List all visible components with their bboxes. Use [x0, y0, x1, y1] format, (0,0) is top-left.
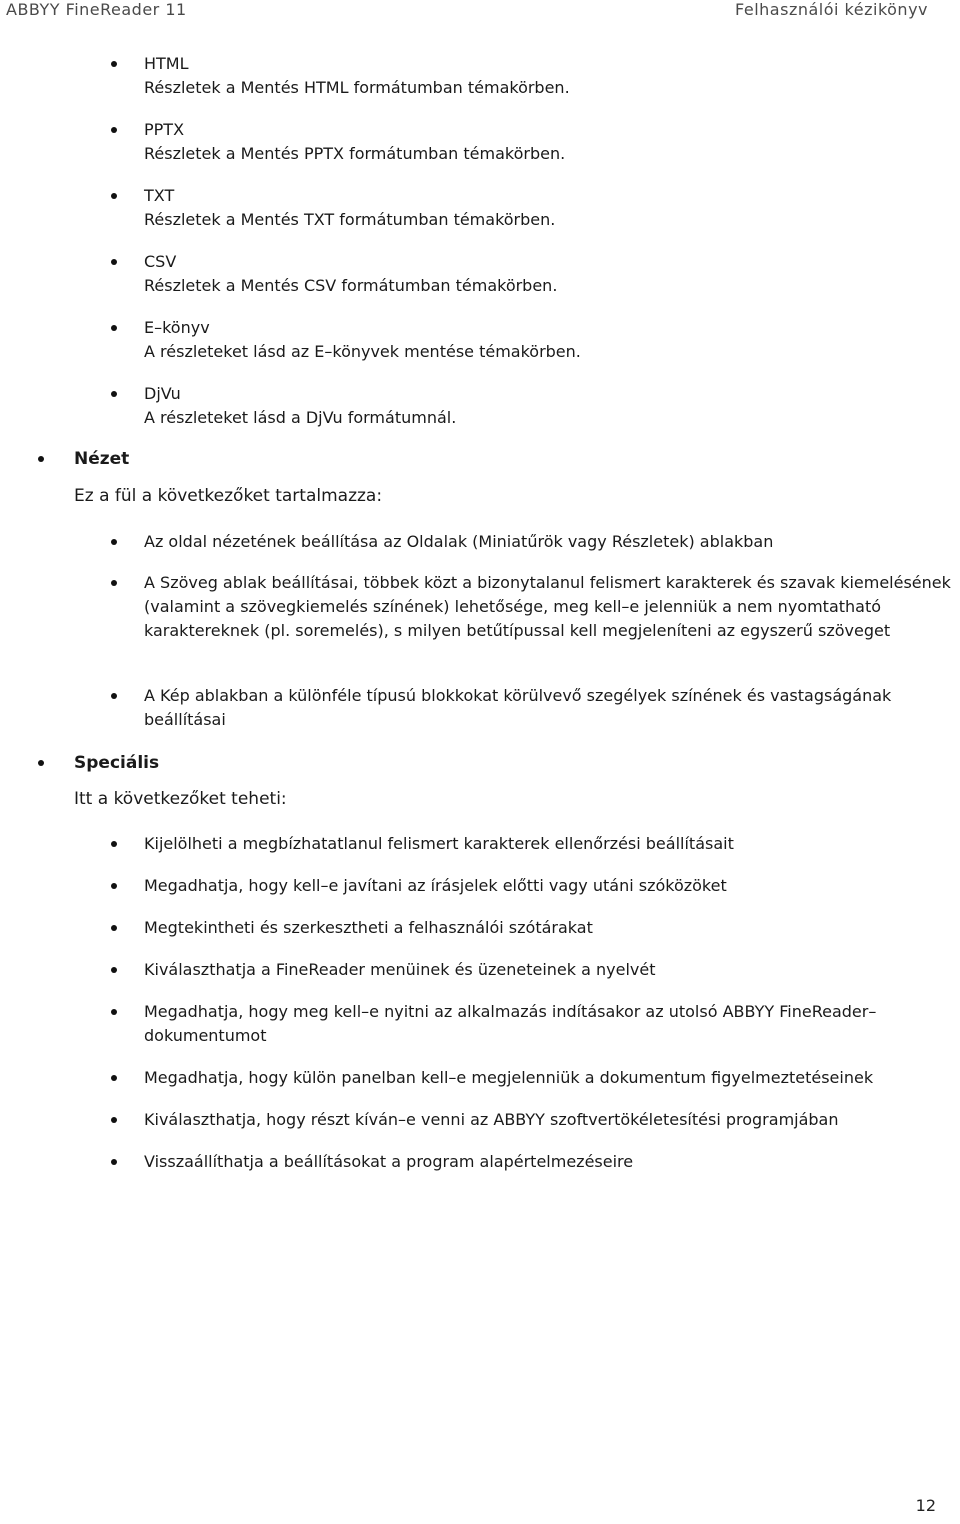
- format-name: PPTX: [144, 120, 185, 139]
- bullet-icon: [111, 61, 117, 67]
- format-name: CSV: [144, 252, 177, 271]
- bullet-icon: [111, 1117, 117, 1123]
- nezet-item: Az oldal nézetének beállítása az Oldalak (Miniatűrök vagy Részletek) ablakban: [144, 532, 774, 551]
- format-desc: A részleteket lásd az E–könyvek mentése témakörben.: [144, 342, 581, 361]
- header-product-name: ABBYY FineReader 11: [6, 0, 187, 19]
- specialis-item: Megtekintheti és szerkesztheti a felhasználói szótárakat: [144, 918, 593, 937]
- section-intro-specialis: Itt a következőket teheti:: [74, 789, 287, 809]
- bullet-icon: [111, 259, 117, 265]
- format-item-pptx: [144, 118, 954, 166]
- nezet-item: A Kép ablakban a különféle típusú blokkokat körülvevő szegélyek színének és vastagságának beállításai: [144, 686, 892, 729]
- format-desc: Részletek a Mentés CSV formátumban témakörben.: [144, 276, 558, 295]
- bullet-icon: [111, 841, 117, 847]
- bullet-icon: [111, 391, 117, 397]
- section-title-nezet: Nézet: [74, 449, 130, 469]
- bullet-icon: [38, 760, 44, 766]
- format-item-ebook: [144, 316, 954, 364]
- bullet-icon: [111, 693, 117, 699]
- specialis-item: Kijelölheti a megbízhatatlanul felismert karakterek ellenőrzési beállításait: [144, 834, 734, 853]
- format-desc: Részletek a Mentés TXT formátumban témakörben.: [144, 210, 556, 229]
- format-item-txt: [144, 184, 954, 232]
- specialis-item: Visszaállíthatja a beállításokat a program alapértelmezéseire: [144, 1152, 634, 1171]
- nezet-item: A Szöveg ablak beállításai, többek közt a bizonytalanul felismert karakterek és szavak kiemelésének (valamint a szövegkiemelés színének) lehetősége, meg kell–e jelenniük a nem nyomtatható karaktereknek (pl. soremelés), s milyen betűtípussal kell megjeleníteni az egyszerű szöveget: [144, 573, 951, 640]
- bullet-icon: [111, 325, 117, 331]
- format-item-csv: [144, 250, 954, 298]
- bullet-icon: [111, 967, 117, 973]
- bullet-icon: [38, 456, 44, 462]
- header-manual-title: Felhasználói kézikönyv: [735, 0, 928, 19]
- bullet-icon: [111, 580, 117, 586]
- format-item-html: [144, 52, 954, 100]
- specialis-item: Megadhatja, hogy külön panelban kell–e megjelenniük a dokumentum figyelmeztetéseinek: [144, 1068, 874, 1087]
- specialis-item: Megadhatja, hogy meg kell–e nyitni az alkalmazás indításakor az utolsó ABBYY FineReader–dokumentumot: [144, 1002, 877, 1045]
- page-number: 12: [915, 1496, 936, 1515]
- format-desc: A részleteket lásd a DjVu formátumnál.: [144, 408, 457, 427]
- format-name: DjVu: [144, 384, 181, 403]
- format-desc: Részletek a Mentés HTML formátumban témakörben.: [144, 78, 570, 97]
- format-item-djvu: [144, 382, 954, 430]
- section-intro-nezet: Ez a fül a következőket tartalmazza:: [74, 486, 383, 506]
- bullet-icon: [111, 883, 117, 889]
- specialis-item: Megadhatja, hogy kell–e javítani az írásjelek előtti vagy utáni szóközöket: [144, 876, 727, 895]
- bullet-icon: [111, 193, 117, 199]
- bullet-icon: [111, 1009, 117, 1015]
- format-name: E–könyv: [144, 318, 210, 337]
- specialis-item: Kiválaszthatja, hogy részt kíván–e venni az ABBYY szoftvertökéletesítési programjában: [144, 1110, 839, 1129]
- format-name: TXT: [144, 186, 175, 205]
- format-desc: Részletek a Mentés PPTX formátumban témakörben.: [144, 144, 566, 163]
- bullet-icon: [111, 1159, 117, 1165]
- format-name: HTML: [144, 54, 189, 73]
- bullet-icon: [111, 127, 117, 133]
- section-title-specialis: Speciális: [74, 753, 160, 773]
- specialis-item: Kiválaszthatja a FineReader menüinek és üzeneteinek a nyelvét: [144, 960, 656, 979]
- bullet-icon: [111, 925, 117, 931]
- bullet-icon: [111, 1075, 117, 1081]
- bullet-icon: [111, 539, 117, 545]
